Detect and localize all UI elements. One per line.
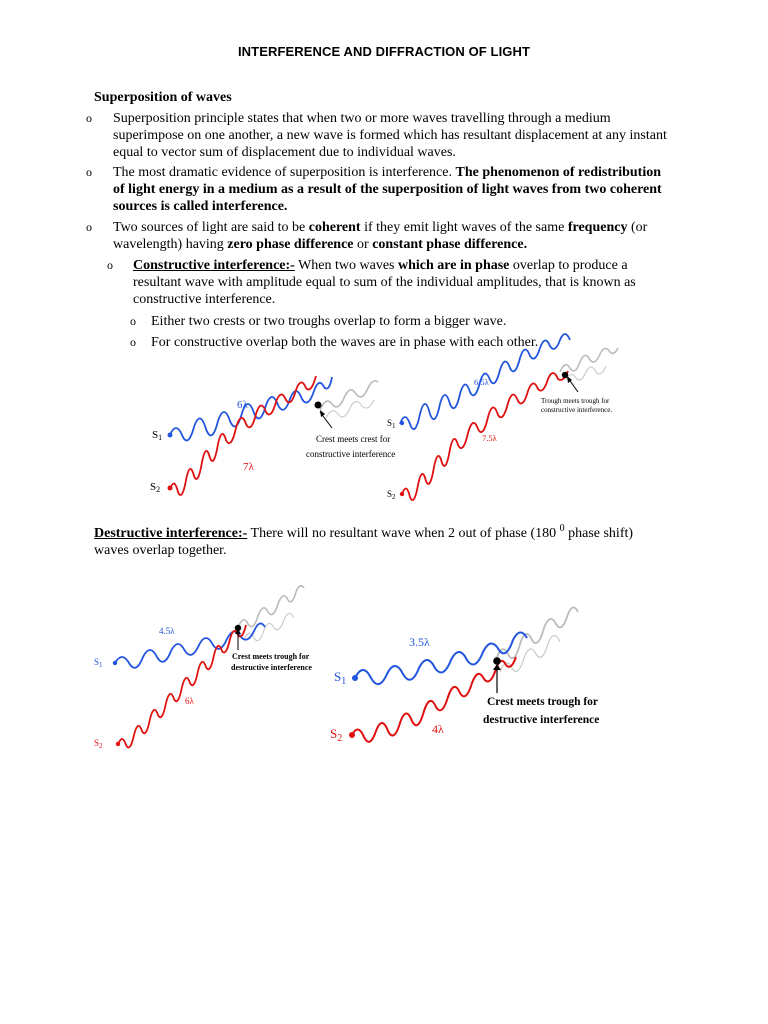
s1-dot (400, 421, 404, 425)
caption-line-1: Crest meets trough for (487, 696, 599, 708)
s2-dot (400, 492, 404, 496)
top-wavelength-label: 4.5λ (159, 626, 175, 636)
bullet-text: Either two crests or two troughs overlap to form a bigger wave. (151, 314, 507, 329)
page-title: INTERFERENCE AND DIFFRACTION OF LIGHT (237, 44, 531, 59)
gray-resultant-wave (320, 381, 378, 410)
blue-wave-s1 (355, 632, 527, 684)
top-wavelength-label: 6.5λ (474, 377, 489, 387)
s1-dot (113, 661, 117, 665)
text-run: When two waves (294, 258, 399, 273)
gray-resultant-wave (238, 586, 304, 628)
bullet-text: Superposition principle states that when two or more waves travelling through a medium superimpose on one another, a new wave is formed which has resultant displacement at any instant equal to vector sum of displacement due to individual waves. (113, 111, 667, 160)
s2-label: $S_2$ (330, 726, 343, 744)
bottom-wavelength-label: 6λ (185, 696, 194, 706)
figure-destructive-1 (94, 586, 312, 750)
blue-wave-s1 (115, 623, 265, 667)
bold-run: The phenomenon of redistribution of light energy in a medium as a result of the superposition of light waves from two coherent sources is called interference. (113, 165, 662, 214)
s2-label: S2 (150, 481, 161, 494)
caption-line-2: destructive interference (483, 714, 600, 726)
s1-dot (352, 675, 358, 681)
caption-line-2: destructive interference (231, 663, 312, 672)
arrow-head (493, 664, 501, 670)
top-wavelength-label: 3.5λ (409, 635, 430, 649)
destructive-paragraph (94, 525, 664, 559)
text-run: if they emit light waves of the same (360, 220, 568, 235)
constructive-label: Constructive interference:- (133, 258, 295, 273)
s1-label: S1 (152, 429, 163, 442)
top-wavelength-label: 6λ (237, 399, 248, 411)
bottom-wavelength-label: 7.5λ (482, 433, 497, 443)
bold-run: coherent (308, 220, 361, 235)
text-run: phase shift) waves overlap together. (94, 526, 634, 558)
s1-label: $S_1$ (387, 418, 396, 430)
s1-label: $S_1$ (94, 657, 103, 669)
bullet-marker: o (86, 220, 92, 234)
meeting-point-dot (493, 657, 501, 665)
gray-resultant-wave (326, 400, 374, 418)
caption-line-2: constructive interference. (541, 406, 613, 414)
bold-run: which are in phase (398, 258, 510, 273)
bullet-marker: o (86, 111, 92, 125)
bullet-marker: o (130, 314, 136, 328)
text-run: There will no resultant wave when 2 out of phase (180 (247, 526, 560, 541)
bold-run: constant phase difference. (372, 237, 528, 252)
figure-destructive-2 (330, 607, 599, 744)
s2-label: $S_2$ (387, 489, 396, 501)
gray-resultant-wave (566, 366, 606, 380)
gray-resultant-wave (496, 607, 578, 660)
caption-line-1: Crest meets trough for (232, 652, 310, 661)
bullet-marker: o (130, 335, 136, 349)
s2-dot (349, 732, 355, 738)
text-run: The most dramatic evidence of superposition is interference. (113, 165, 456, 180)
caption-line-2: constructive interference (306, 449, 396, 459)
figure-constructive-crest (150, 376, 395, 495)
bullet-text: For constructive overlap both the waves are in phase with each other. (151, 335, 539, 350)
text-run: or (353, 237, 373, 252)
degree-superscript: 0 (559, 523, 565, 534)
figure-constructive-trough (387, 334, 618, 501)
bold-run: frequency (567, 220, 628, 235)
caption-line-1: Trough meets trough for (541, 397, 610, 405)
s1-label: $S_1$ (334, 669, 347, 687)
bold-run: zero phase difference (227, 237, 354, 252)
bottom-wavelength-label: 7λ (243, 461, 254, 473)
s2-dot (116, 742, 120, 746)
s2-dot (168, 486, 173, 491)
text-run: overlap to produce a resultant wave with amplitude equal to sum of the individual amplitudes, that is known as constructive interference. (133, 258, 636, 307)
bullet-marker: o (86, 165, 92, 179)
meeting-point-dot (315, 402, 322, 409)
caption-line-1: Crest meets crest for (316, 434, 391, 444)
bottom-wavelength-label: 4λ (432, 722, 444, 736)
bullet-marker: o (107, 258, 113, 272)
blue-wave-s1 (170, 377, 332, 440)
s2-label: $S_2$ (94, 738, 103, 750)
red-wave-s2 (118, 625, 246, 747)
section-heading: Superposition of waves (94, 90, 232, 105)
destructive-label: Destructive interference:- (94, 526, 248, 541)
text-run: (or wavelength) having (113, 220, 648, 252)
text-run: Two sources of light are said to be (113, 220, 309, 235)
s1-dot (168, 433, 173, 438)
